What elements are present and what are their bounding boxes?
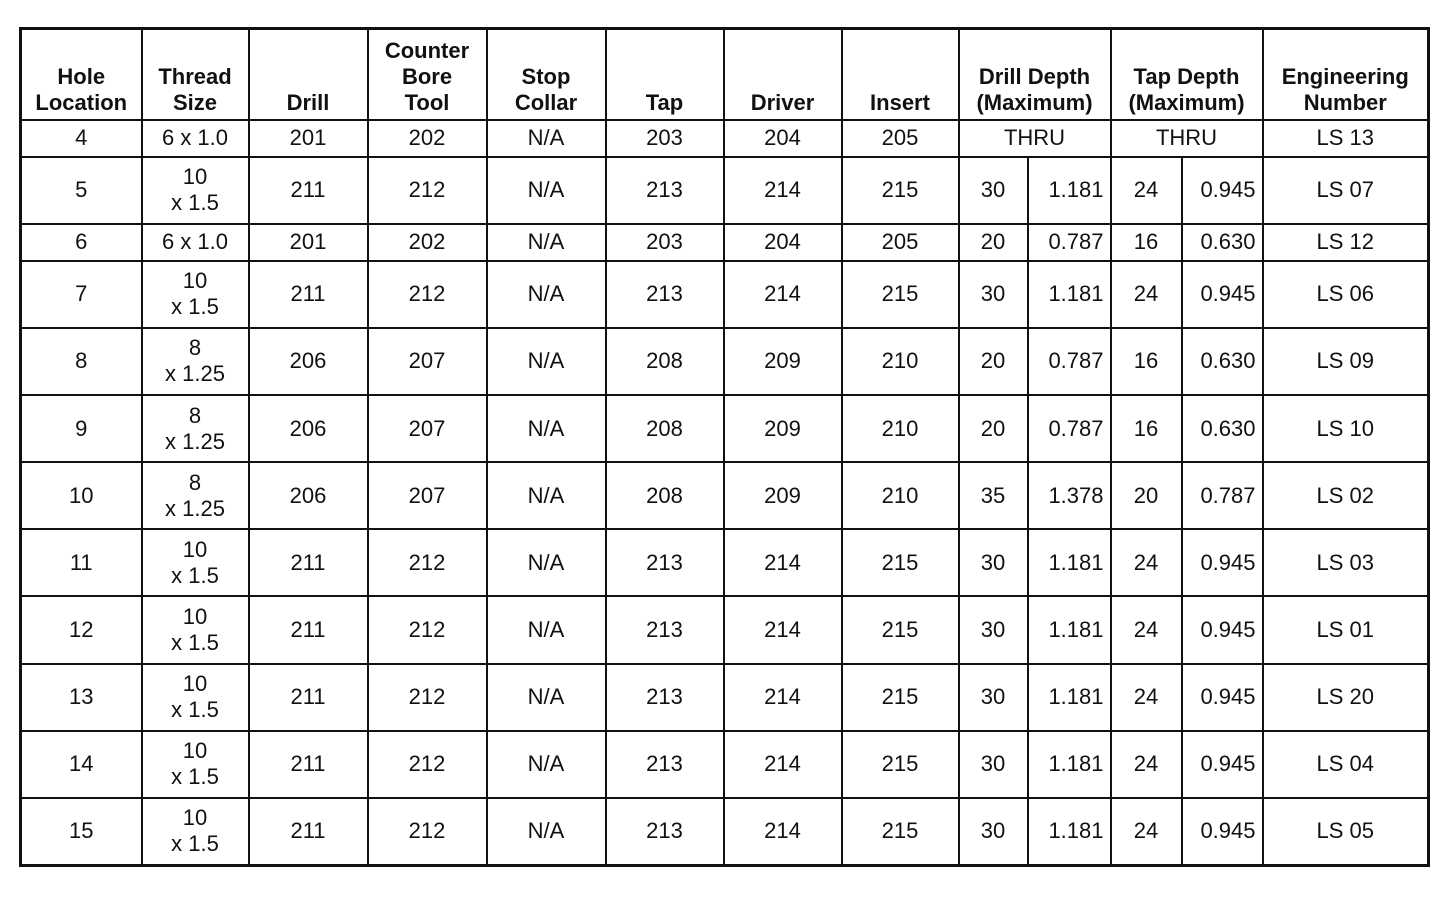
- thread-size-cell: [142, 328, 249, 395]
- header-counter-bore-tool: Counter Bore Tool: [368, 29, 487, 121]
- drill-depth-mm-cell: 20: [959, 224, 1028, 261]
- drill-cell: 211: [249, 157, 368, 224]
- thread-size-line: x 1.5: [171, 629, 219, 655]
- header-drill: Drill: [249, 29, 368, 121]
- engineering-number-cell: LS 12: [1263, 224, 1429, 261]
- tap-depth-mm-cell: 24: [1111, 529, 1182, 596]
- drill-depth-in-cell: 0.787: [1028, 224, 1111, 261]
- insert-cell: 215: [842, 157, 959, 224]
- counter-bore-cell: 212: [368, 261, 487, 328]
- tap-depth-in-cell: 0.630: [1182, 224, 1263, 261]
- drill-cell: 206: [249, 328, 368, 395]
- table-body: [21, 120, 1429, 866]
- hole-location-cell: 15: [21, 798, 142, 866]
- table-row: [21, 328, 1429, 395]
- driver-cell: 204: [724, 120, 842, 157]
- insert-cell: 215: [842, 529, 959, 596]
- engineering-number-cell: LS 01: [1263, 596, 1429, 663]
- drill-depth-mm-cell: 30: [959, 157, 1028, 224]
- driver-cell: 204: [724, 224, 842, 261]
- stop-collar-cell: N/A: [487, 395, 606, 462]
- insert-cell: 210: [842, 395, 959, 462]
- tap-depth-in-cell: 0.945: [1182, 731, 1263, 798]
- table-row: [21, 664, 1429, 731]
- tap-depth-mm-cell: 20: [1111, 462, 1182, 529]
- stop-collar-cell: N/A: [487, 120, 606, 157]
- tap-depth-in-cell: 0.787: [1182, 462, 1263, 529]
- thread-size-line: 10: [182, 603, 208, 629]
- drill-cell: 211: [249, 529, 368, 596]
- drill-depth-mm-cell: 20: [959, 328, 1028, 395]
- thread-size-cell: [142, 664, 249, 731]
- thread-size-line: 10: [182, 738, 208, 764]
- drill-depth-in-cell: 1.181: [1028, 731, 1111, 798]
- table-row: [21, 462, 1429, 529]
- tap-cell: 213: [606, 596, 724, 663]
- thread-size-line: x 1.5: [171, 697, 219, 723]
- tap-cell: 208: [606, 462, 724, 529]
- drill-cell: 206: [249, 395, 368, 462]
- hole-location-cell: 5: [21, 157, 142, 224]
- thread-size-line: 10: [182, 805, 208, 831]
- stop-collar-cell: N/A: [487, 157, 606, 224]
- counter-bore-cell: 212: [368, 596, 487, 663]
- tap-depth-mm-cell: 24: [1111, 731, 1182, 798]
- header-tap: Tap: [606, 29, 724, 121]
- tap-depth-mm-cell: 24: [1111, 261, 1182, 328]
- thread-size-cell: [142, 395, 249, 462]
- tap-depth-in-cell: 0.630: [1182, 328, 1263, 395]
- stop-collar-cell: N/A: [487, 529, 606, 596]
- drill-depth-mm-cell: 30: [959, 664, 1028, 731]
- driver-cell: 214: [724, 664, 842, 731]
- stop-collar-cell: N/A: [487, 798, 606, 866]
- tap-depth-mm-cell: 24: [1111, 157, 1182, 224]
- thread-size-line: x 1.5: [171, 190, 219, 216]
- drill-depth-in-cell: 0.787: [1028, 328, 1111, 395]
- counter-bore-cell: 207: [368, 395, 487, 462]
- hole-location-cell: 9: [21, 395, 142, 462]
- tap-cell: 213: [606, 261, 724, 328]
- header-engineering-number: Engineering Number: [1263, 29, 1429, 121]
- engineering-number-cell: LS 06: [1263, 261, 1429, 328]
- drill-cell: 211: [249, 261, 368, 328]
- thread-size-cell: [142, 731, 249, 798]
- counter-bore-cell: 202: [368, 224, 487, 261]
- counter-bore-cell: 212: [368, 664, 487, 731]
- drill-depth-mm-cell: 30: [959, 596, 1028, 663]
- thread-size-line: 10: [182, 536, 208, 562]
- tap-cell: 213: [606, 798, 724, 866]
- drill-cell: 211: [249, 664, 368, 731]
- thread-size-cell: [142, 462, 249, 529]
- table-row: [21, 798, 1429, 866]
- drill-depth-in-cell: 1.181: [1028, 261, 1111, 328]
- header-driver: Driver: [724, 29, 842, 121]
- header-drill-depth: Drill Depth (Maximum): [959, 29, 1111, 121]
- drill-cell: 201: [249, 224, 368, 261]
- thread-size-line: x 1.5: [171, 562, 219, 588]
- stop-collar-cell: N/A: [487, 664, 606, 731]
- insert-cell: 210: [842, 462, 959, 529]
- tap-cell: 213: [606, 664, 724, 731]
- stop-collar-cell: N/A: [487, 328, 606, 395]
- counter-bore-cell: 207: [368, 328, 487, 395]
- table-row: [21, 596, 1429, 663]
- thread-size-line: x 1.25: [165, 361, 225, 387]
- table-row: [21, 224, 1429, 261]
- thread-size-line: 10: [182, 268, 208, 294]
- hole-location-cell: 7: [21, 261, 142, 328]
- hole-location-cell: 14: [21, 731, 142, 798]
- table-row: [21, 261, 1429, 328]
- insert-cell: 215: [842, 664, 959, 731]
- drill-depth-in-cell: 1.181: [1028, 529, 1111, 596]
- drill-cell: 206: [249, 462, 368, 529]
- engineering-number-cell: LS 02: [1263, 462, 1429, 529]
- drill-depth-in-cell: 1.378: [1028, 462, 1111, 529]
- driver-cell: 214: [724, 261, 842, 328]
- table-row: [21, 120, 1429, 157]
- table-row: [21, 157, 1429, 224]
- header-insert: Insert: [842, 29, 959, 121]
- tap-depth-in-cell: 0.945: [1182, 798, 1263, 866]
- thread-size-cell: [142, 529, 249, 596]
- hole-location-cell: 13: [21, 664, 142, 731]
- tap-cell: 208: [606, 395, 724, 462]
- driver-cell: 214: [724, 731, 842, 798]
- drill-depth-in-cell: 1.181: [1028, 664, 1111, 731]
- thread-size-cell: [142, 120, 249, 157]
- header-hole-location: Hole Location: [21, 29, 142, 121]
- tap-depth-mm-cell: 16: [1111, 328, 1182, 395]
- drill-depth-in-cell: 1.181: [1028, 798, 1111, 866]
- hole-location-cell: 11: [21, 529, 142, 596]
- hole-location-cell: 4: [21, 120, 142, 157]
- driver-cell: 209: [724, 328, 842, 395]
- tap-depth-mm-cell: 24: [1111, 798, 1182, 866]
- tap-depth-in-cell: 0.630: [1182, 395, 1263, 462]
- counter-bore-cell: 202: [368, 120, 487, 157]
- drill-depth-mm-cell: 30: [959, 261, 1028, 328]
- thread-size-line: 10: [182, 671, 208, 697]
- header-tap-depth: Tap Depth (Maximum): [1111, 29, 1263, 121]
- insert-cell: 205: [842, 120, 959, 157]
- driver-cell: 209: [724, 462, 842, 529]
- header-stop-collar: Stop Collar: [487, 29, 606, 121]
- tap-cell: 213: [606, 731, 724, 798]
- thread-size-line: 8: [188, 402, 202, 428]
- insert-cell: 210: [842, 328, 959, 395]
- tap-depth-in-cell: 0.945: [1182, 529, 1263, 596]
- engineering-number-cell: LS 07: [1263, 157, 1429, 224]
- thread-size-cell: [142, 224, 249, 261]
- hole-location-cell: 8: [21, 328, 142, 395]
- engineering-number-cell: LS 03: [1263, 529, 1429, 596]
- tap-depth-in-cell: 0.945: [1182, 157, 1263, 224]
- thread-size-line: 10: [182, 164, 208, 190]
- thread-size-cell: [142, 261, 249, 328]
- tap-depth-cell: THRU: [1111, 120, 1263, 157]
- thread-size-line: 8: [188, 469, 202, 495]
- driver-cell: 214: [724, 157, 842, 224]
- tap-cell: 208: [606, 328, 724, 395]
- hole-location-cell: 10: [21, 462, 142, 529]
- table-row: [21, 529, 1429, 596]
- drill-depth-mm-cell: 30: [959, 731, 1028, 798]
- driver-cell: 214: [724, 798, 842, 866]
- engineering-number-cell: LS 04: [1263, 731, 1429, 798]
- engineering-number-cell: LS 05: [1263, 798, 1429, 866]
- engineering-number-cell: LS 09: [1263, 328, 1429, 395]
- tap-cell: 203: [606, 224, 724, 261]
- thread-size-cell: [142, 798, 249, 866]
- engineering-number-cell: LS 13: [1263, 120, 1429, 157]
- counter-bore-cell: 212: [368, 798, 487, 866]
- drill-depth-cell: THRU: [959, 120, 1111, 157]
- hole-location-cell: 12: [21, 596, 142, 663]
- thread-size-line: x 1.25: [165, 428, 225, 454]
- engineering-number-cell: LS 20: [1263, 664, 1429, 731]
- counter-bore-cell: 212: [368, 157, 487, 224]
- drill-depth-mm-cell: 35: [959, 462, 1028, 529]
- driver-cell: 214: [724, 596, 842, 663]
- drill-depth-mm-cell: 20: [959, 395, 1028, 462]
- drill-cell: 211: [249, 798, 368, 866]
- thread-size-line: x 1.5: [171, 831, 219, 857]
- counter-bore-cell: 212: [368, 529, 487, 596]
- insert-cell: 215: [842, 261, 959, 328]
- insert-cell: 215: [842, 731, 959, 798]
- stop-collar-cell: N/A: [487, 224, 606, 261]
- tap-depth-in-cell: 0.945: [1182, 596, 1263, 663]
- header-thread-size: Thread Size: [142, 29, 249, 121]
- driver-cell: 214: [724, 529, 842, 596]
- engineering-number-cell: LS 10: [1263, 395, 1429, 462]
- table-row: [21, 731, 1429, 798]
- thread-size-line: 6 x 1.0: [161, 229, 229, 255]
- stop-collar-cell: N/A: [487, 462, 606, 529]
- drill-depth-in-cell: 1.181: [1028, 157, 1111, 224]
- thread-size-line: x 1.5: [171, 764, 219, 790]
- tap-cell: 213: [606, 529, 724, 596]
- tap-cell: 203: [606, 120, 724, 157]
- stop-collar-cell: N/A: [487, 261, 606, 328]
- drill-cell: 201: [249, 120, 368, 157]
- tap-cell: 213: [606, 157, 724, 224]
- drill-depth-mm-cell: 30: [959, 798, 1028, 866]
- thread-size-line: 6 x 1.0: [161, 125, 229, 151]
- header-row: [21, 29, 1429, 121]
- tap-depth-in-cell: 0.945: [1182, 664, 1263, 731]
- thread-size-cell: [142, 596, 249, 663]
- tooling-table: [19, 27, 1430, 867]
- thread-size-line: x 1.5: [171, 294, 219, 320]
- thread-size-line: 8: [188, 335, 202, 361]
- insert-cell: 215: [842, 596, 959, 663]
- tap-depth-mm-cell: 16: [1111, 224, 1182, 261]
- drill-depth-in-cell: 1.181: [1028, 596, 1111, 663]
- drill-cell: 211: [249, 596, 368, 663]
- thread-size-line: x 1.25: [165, 495, 225, 521]
- stop-collar-cell: N/A: [487, 596, 606, 663]
- counter-bore-cell: 207: [368, 462, 487, 529]
- thread-size-cell: [142, 157, 249, 224]
- drill-depth-mm-cell: 30: [959, 529, 1028, 596]
- insert-cell: 215: [842, 798, 959, 866]
- drill-depth-in-cell: 0.787: [1028, 395, 1111, 462]
- tap-depth-mm-cell: 24: [1111, 596, 1182, 663]
- insert-cell: 205: [842, 224, 959, 261]
- drill-cell: 211: [249, 731, 368, 798]
- table-row: [21, 395, 1429, 462]
- tap-depth-in-cell: 0.945: [1182, 261, 1263, 328]
- counter-bore-cell: 212: [368, 731, 487, 798]
- driver-cell: 209: [724, 395, 842, 462]
- hole-location-cell: 6: [21, 224, 142, 261]
- stop-collar-cell: N/A: [487, 731, 606, 798]
- tap-depth-mm-cell: 24: [1111, 664, 1182, 731]
- tap-depth-mm-cell: 16: [1111, 395, 1182, 462]
